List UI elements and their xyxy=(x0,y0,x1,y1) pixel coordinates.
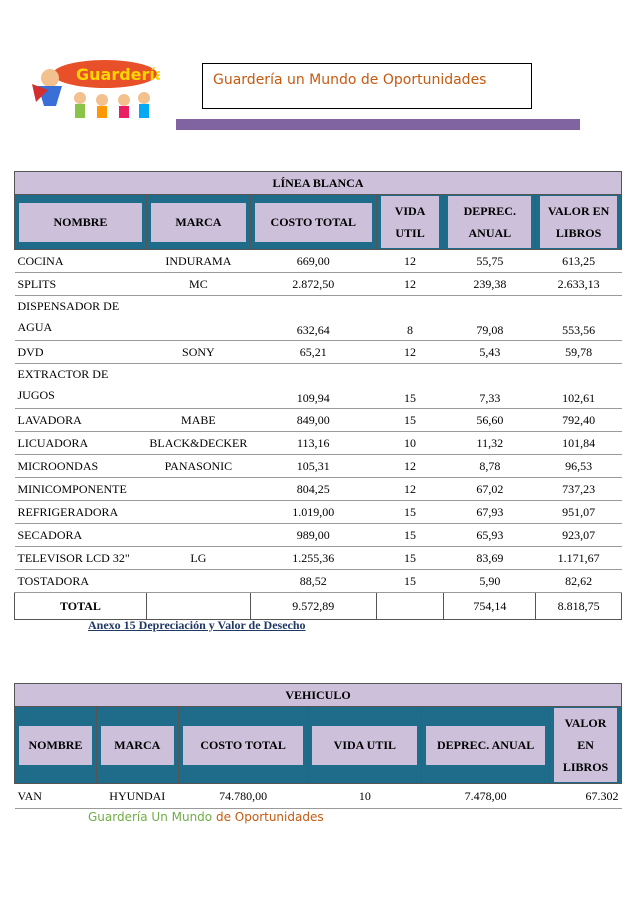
cell-valor: 59,78 xyxy=(536,341,622,364)
v-vida: 10 xyxy=(308,784,422,809)
cell-valor: 1.171,67 xyxy=(536,547,622,570)
col-header-costo: COSTO TOTAL xyxy=(255,203,372,242)
v-col-nombre: NOMBRE xyxy=(19,726,92,765)
cell-marca: SONY xyxy=(146,341,250,364)
cell-deprec: 67,02 xyxy=(444,478,536,501)
cell-costo: 849,00 xyxy=(250,409,376,432)
footer-part1: Guardería Un Mundo xyxy=(88,810,213,824)
table-row xyxy=(15,524,622,547)
cell-deprec: 67,93 xyxy=(444,501,536,524)
cell-costo: 2.872,50 xyxy=(250,273,376,296)
cell-vida: 15 xyxy=(376,364,444,409)
cell-vida: 12 xyxy=(376,455,444,478)
cell-marca: INDURAMA xyxy=(146,250,250,273)
cell-vida: 8 xyxy=(376,296,444,341)
total-row xyxy=(15,593,622,620)
v-nombre: VAN xyxy=(15,784,97,809)
header-row xyxy=(15,195,622,250)
cell-vida: 15 xyxy=(376,409,444,432)
cell-deprec: 7,33 xyxy=(444,364,536,409)
table-title: LÍNEA BLANCA xyxy=(15,172,622,195)
cell-vida: 10 xyxy=(376,432,444,455)
cell-marca: MC xyxy=(146,273,250,296)
cell-nombre: TELEVISOR LCD 32" xyxy=(15,547,147,570)
v-deprec: 7.478,00 xyxy=(422,784,550,809)
table-row xyxy=(15,341,622,364)
cell-valor: 82,62 xyxy=(536,570,622,593)
vehiculo-table xyxy=(14,683,622,809)
cell-valor: 2.633,13 xyxy=(536,273,622,296)
cell-marca: LG xyxy=(146,547,250,570)
cell-valor: 96,53 xyxy=(536,455,622,478)
cell-marca xyxy=(146,296,250,341)
cell-valor: 951,07 xyxy=(536,501,622,524)
table-row xyxy=(15,296,622,341)
cell-deprec: 11,32 xyxy=(444,432,536,455)
cell-vida: 12 xyxy=(376,478,444,501)
document-title: Guardería un Mundo de Oportunidades xyxy=(213,72,487,88)
cell-deprec: 5,90 xyxy=(444,570,536,593)
total-label: TOTAL xyxy=(15,593,147,620)
cell-deprec: 239,38 xyxy=(444,273,536,296)
col-header-nombre: NOMBRE xyxy=(19,203,142,242)
table-row xyxy=(15,432,622,455)
cell-nombre: LAVADORA xyxy=(15,409,147,432)
purple-divider xyxy=(176,119,580,130)
cell-deprec: 55,75 xyxy=(444,250,536,273)
cell-valor: 101,84 xyxy=(536,432,622,455)
cell-costo: 804,25 xyxy=(250,478,376,501)
total-vida xyxy=(376,593,444,620)
cell-nombre: DISPENSADOR DE AGUA xyxy=(15,296,147,341)
cell-valor: 613,25 xyxy=(536,250,622,273)
cell-costo: 632,64 xyxy=(250,296,376,341)
cell-costo: 669,00 xyxy=(250,250,376,273)
v-col-costo: COSTO TOTAL xyxy=(183,726,304,765)
cell-valor: 553,56 xyxy=(536,296,622,341)
cell-nombre: EXTRACTOR DE JUGOS xyxy=(15,364,147,409)
cell-vida: 15 xyxy=(376,570,444,593)
cell-deprec: 65,93 xyxy=(444,524,536,547)
v-col-valor: VALOR EN LIBROS xyxy=(554,708,617,782)
cell-costo: 1.019,00 xyxy=(250,501,376,524)
col-header-marca: MARCA xyxy=(151,203,246,242)
col-header-valor: VALOR EN LIBROS xyxy=(540,196,617,248)
vehiculo-title: VEHICULO xyxy=(15,684,622,707)
col-header-vida: VIDA UTIL xyxy=(381,196,440,248)
cell-marca xyxy=(146,570,250,593)
table-row xyxy=(15,570,622,593)
col-header-deprec: DEPREC. ANUAL xyxy=(448,196,531,248)
cell-costo: 88,52 xyxy=(250,570,376,593)
cell-deprec: 56,60 xyxy=(444,409,536,432)
cell-nombre: SPLITS xyxy=(15,273,147,296)
cell-vida: 12 xyxy=(376,250,444,273)
cell-deprec: 83,69 xyxy=(444,547,536,570)
cell-costo: 989,00 xyxy=(250,524,376,547)
cell-costo: 65,21 xyxy=(250,341,376,364)
table-row xyxy=(15,364,622,409)
cell-costo: 109,94 xyxy=(250,364,376,409)
cell-nombre: LICUADORA xyxy=(15,432,147,455)
table-row xyxy=(15,250,622,273)
cell-costo: 105,31 xyxy=(250,455,376,478)
v-col-deprec: DEPREC. ANUAL xyxy=(426,726,545,765)
total-marca xyxy=(146,593,250,620)
linea-blanca-table xyxy=(14,171,622,620)
cell-marca xyxy=(146,364,250,409)
svg-text:Guardería: Guardería xyxy=(76,65,160,84)
cell-costo: 113,16 xyxy=(250,432,376,455)
cell-marca: PANASONIC xyxy=(146,455,250,478)
table-row xyxy=(15,273,622,296)
cell-vida: 12 xyxy=(376,273,444,296)
cell-vida: 15 xyxy=(376,547,444,570)
cell-vida: 12 xyxy=(376,341,444,364)
cell-marca xyxy=(146,478,250,501)
cell-nombre: SECADORA xyxy=(15,524,147,547)
cell-marca xyxy=(146,524,250,547)
footer-text xyxy=(88,810,324,824)
v-costo: 74.780,00 xyxy=(178,784,308,809)
cell-marca: MABE xyxy=(146,409,250,432)
cell-valor: 102,61 xyxy=(536,364,622,409)
cell-vida: 15 xyxy=(376,501,444,524)
table-row xyxy=(15,547,622,570)
total-costo: 9.572,89 xyxy=(250,593,376,620)
cell-nombre: MICROONDAS xyxy=(15,455,147,478)
total-deprec: 754,14 xyxy=(444,593,536,620)
cell-nombre: DVD xyxy=(15,341,147,364)
table-row xyxy=(15,455,622,478)
total-valor: 8.818,75 xyxy=(536,593,622,620)
cell-nombre: MINICOMPONENTE xyxy=(15,478,147,501)
table-row xyxy=(15,409,622,432)
cell-deprec: 8,78 xyxy=(444,455,536,478)
cell-valor: 737,23 xyxy=(536,478,622,501)
cell-marca: BLACK&DECKER xyxy=(146,432,250,455)
cell-valor: 792,40 xyxy=(536,409,622,432)
table-row xyxy=(15,478,622,501)
cell-nombre: TOSTADORA xyxy=(15,570,147,593)
cell-deprec: 79,08 xyxy=(444,296,536,341)
title-box xyxy=(202,63,532,109)
guarderia-logo xyxy=(30,56,160,126)
cell-vida: 15 xyxy=(376,524,444,547)
v-col-vida: VIDA UTIL xyxy=(312,726,417,765)
cell-marca xyxy=(146,501,250,524)
footer-part2: de Oportunidades xyxy=(212,810,324,824)
v-col-marca: MARCA xyxy=(101,726,174,765)
vehiculo-row xyxy=(15,784,622,809)
cell-valor: 923,07 xyxy=(536,524,622,547)
cell-costo: 1.255,36 xyxy=(250,547,376,570)
v-valor: 67.302 xyxy=(550,784,622,809)
vehiculo-header-row xyxy=(15,707,622,784)
v-marca: HYUNDAI xyxy=(96,784,178,809)
cell-deprec: 5,43 xyxy=(444,341,536,364)
table-row xyxy=(15,501,622,524)
cell-nombre: REFRIGERADORA xyxy=(15,501,147,524)
annex-caption: Anexo 15 Depreciación y Valor de Desecho xyxy=(88,618,306,632)
cell-nombre: COCINA xyxy=(15,250,147,273)
